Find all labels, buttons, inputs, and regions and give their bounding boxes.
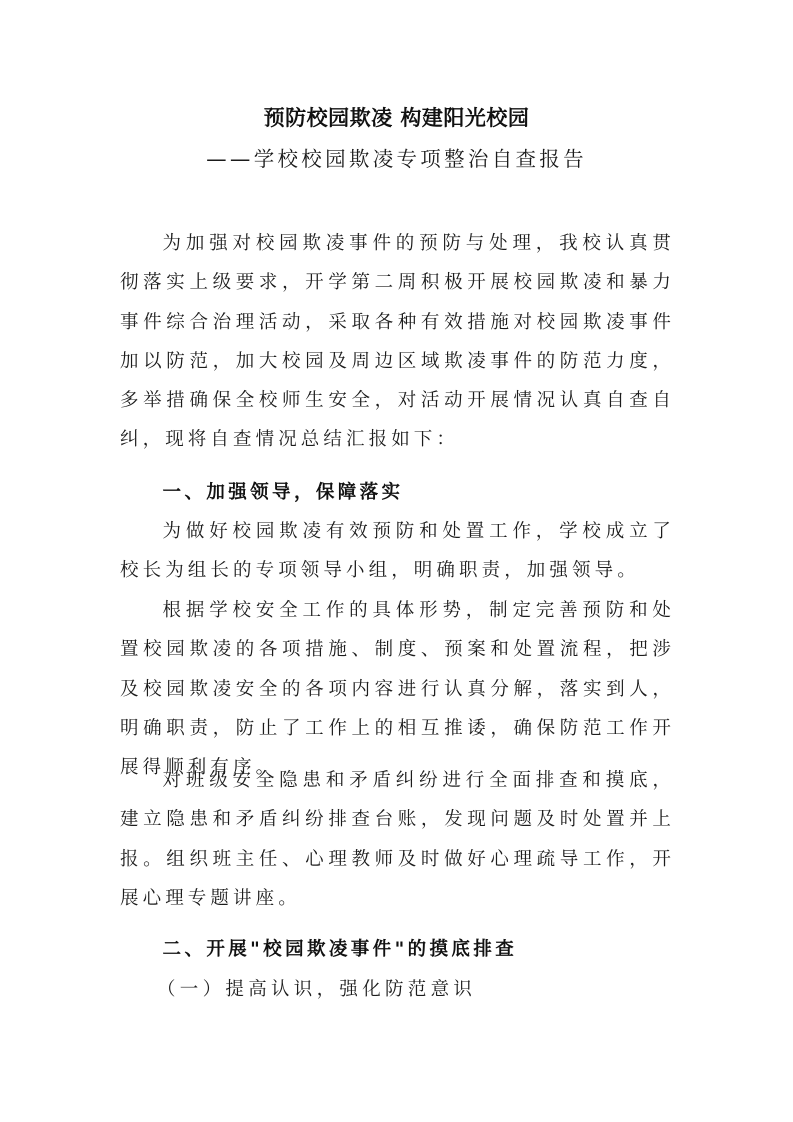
body-paragraph: 为做好校园欺凌有效预防和处置工作，学校成立了校长为组长的专项领导小组，明确职责，加强领导。 [120,521,675,582]
section-heading: 二、开展"校园欺凌事件"的摸底排查 [162,939,518,960]
subsection-heading: （一）提高认识，强化防范意识 [157,979,477,1000]
section-2-heading-block [120,930,675,969]
section-1-paragraph-block [120,512,675,591]
section-1-heading-block [120,473,675,512]
intro-paragraph: 为加强对校园欺凌事件的预防与处理，我校认真贯彻落实上级要求，开学第二周积极开展校园欺凌和暴力事件综合治理活动，采取各种有效措施对校园欺凌事件加以防范，加大校园及周边区域欺凌事件的防范力度，多举措确保全校师生安全，对活动开展情况认真自查自纠，现将自查情况总结汇报如下： [120,233,675,451]
document-subtitle: ——学校校园欺凌专项整治自查报告 [206,147,587,171]
document-title: 预防校园欺凌 构建阳光校园 [263,106,530,130]
section-heading: 一、加强领导，保障落实 [162,482,404,503]
intro-section [120,224,675,460]
body-paragraph: 对班级安全隐患和矛盾纠纷进行全面排查和摸底，建立隐患和矛盾纠纷排查台账，发现问题及时处置并上报。组织班主任、心理教师及时做好心理疏导工作，开展心理专题讲座。 [120,770,675,909]
section-1-paragraph-block [120,591,675,787]
section-1-paragraph-block [120,761,675,918]
section-2-subheading-block [120,970,675,1009]
body-paragraph: 根据学校安全工作的具体形势，制定完善预防和处置校园欺凌的各项措施、制度、预案和处置流程，把涉及校园欺凌安全的各项内容进行认真分解，落实到人，明确职责，防止了工作上的相互推诿，确保防范工作开展得顺利有序。 [120,600,675,779]
